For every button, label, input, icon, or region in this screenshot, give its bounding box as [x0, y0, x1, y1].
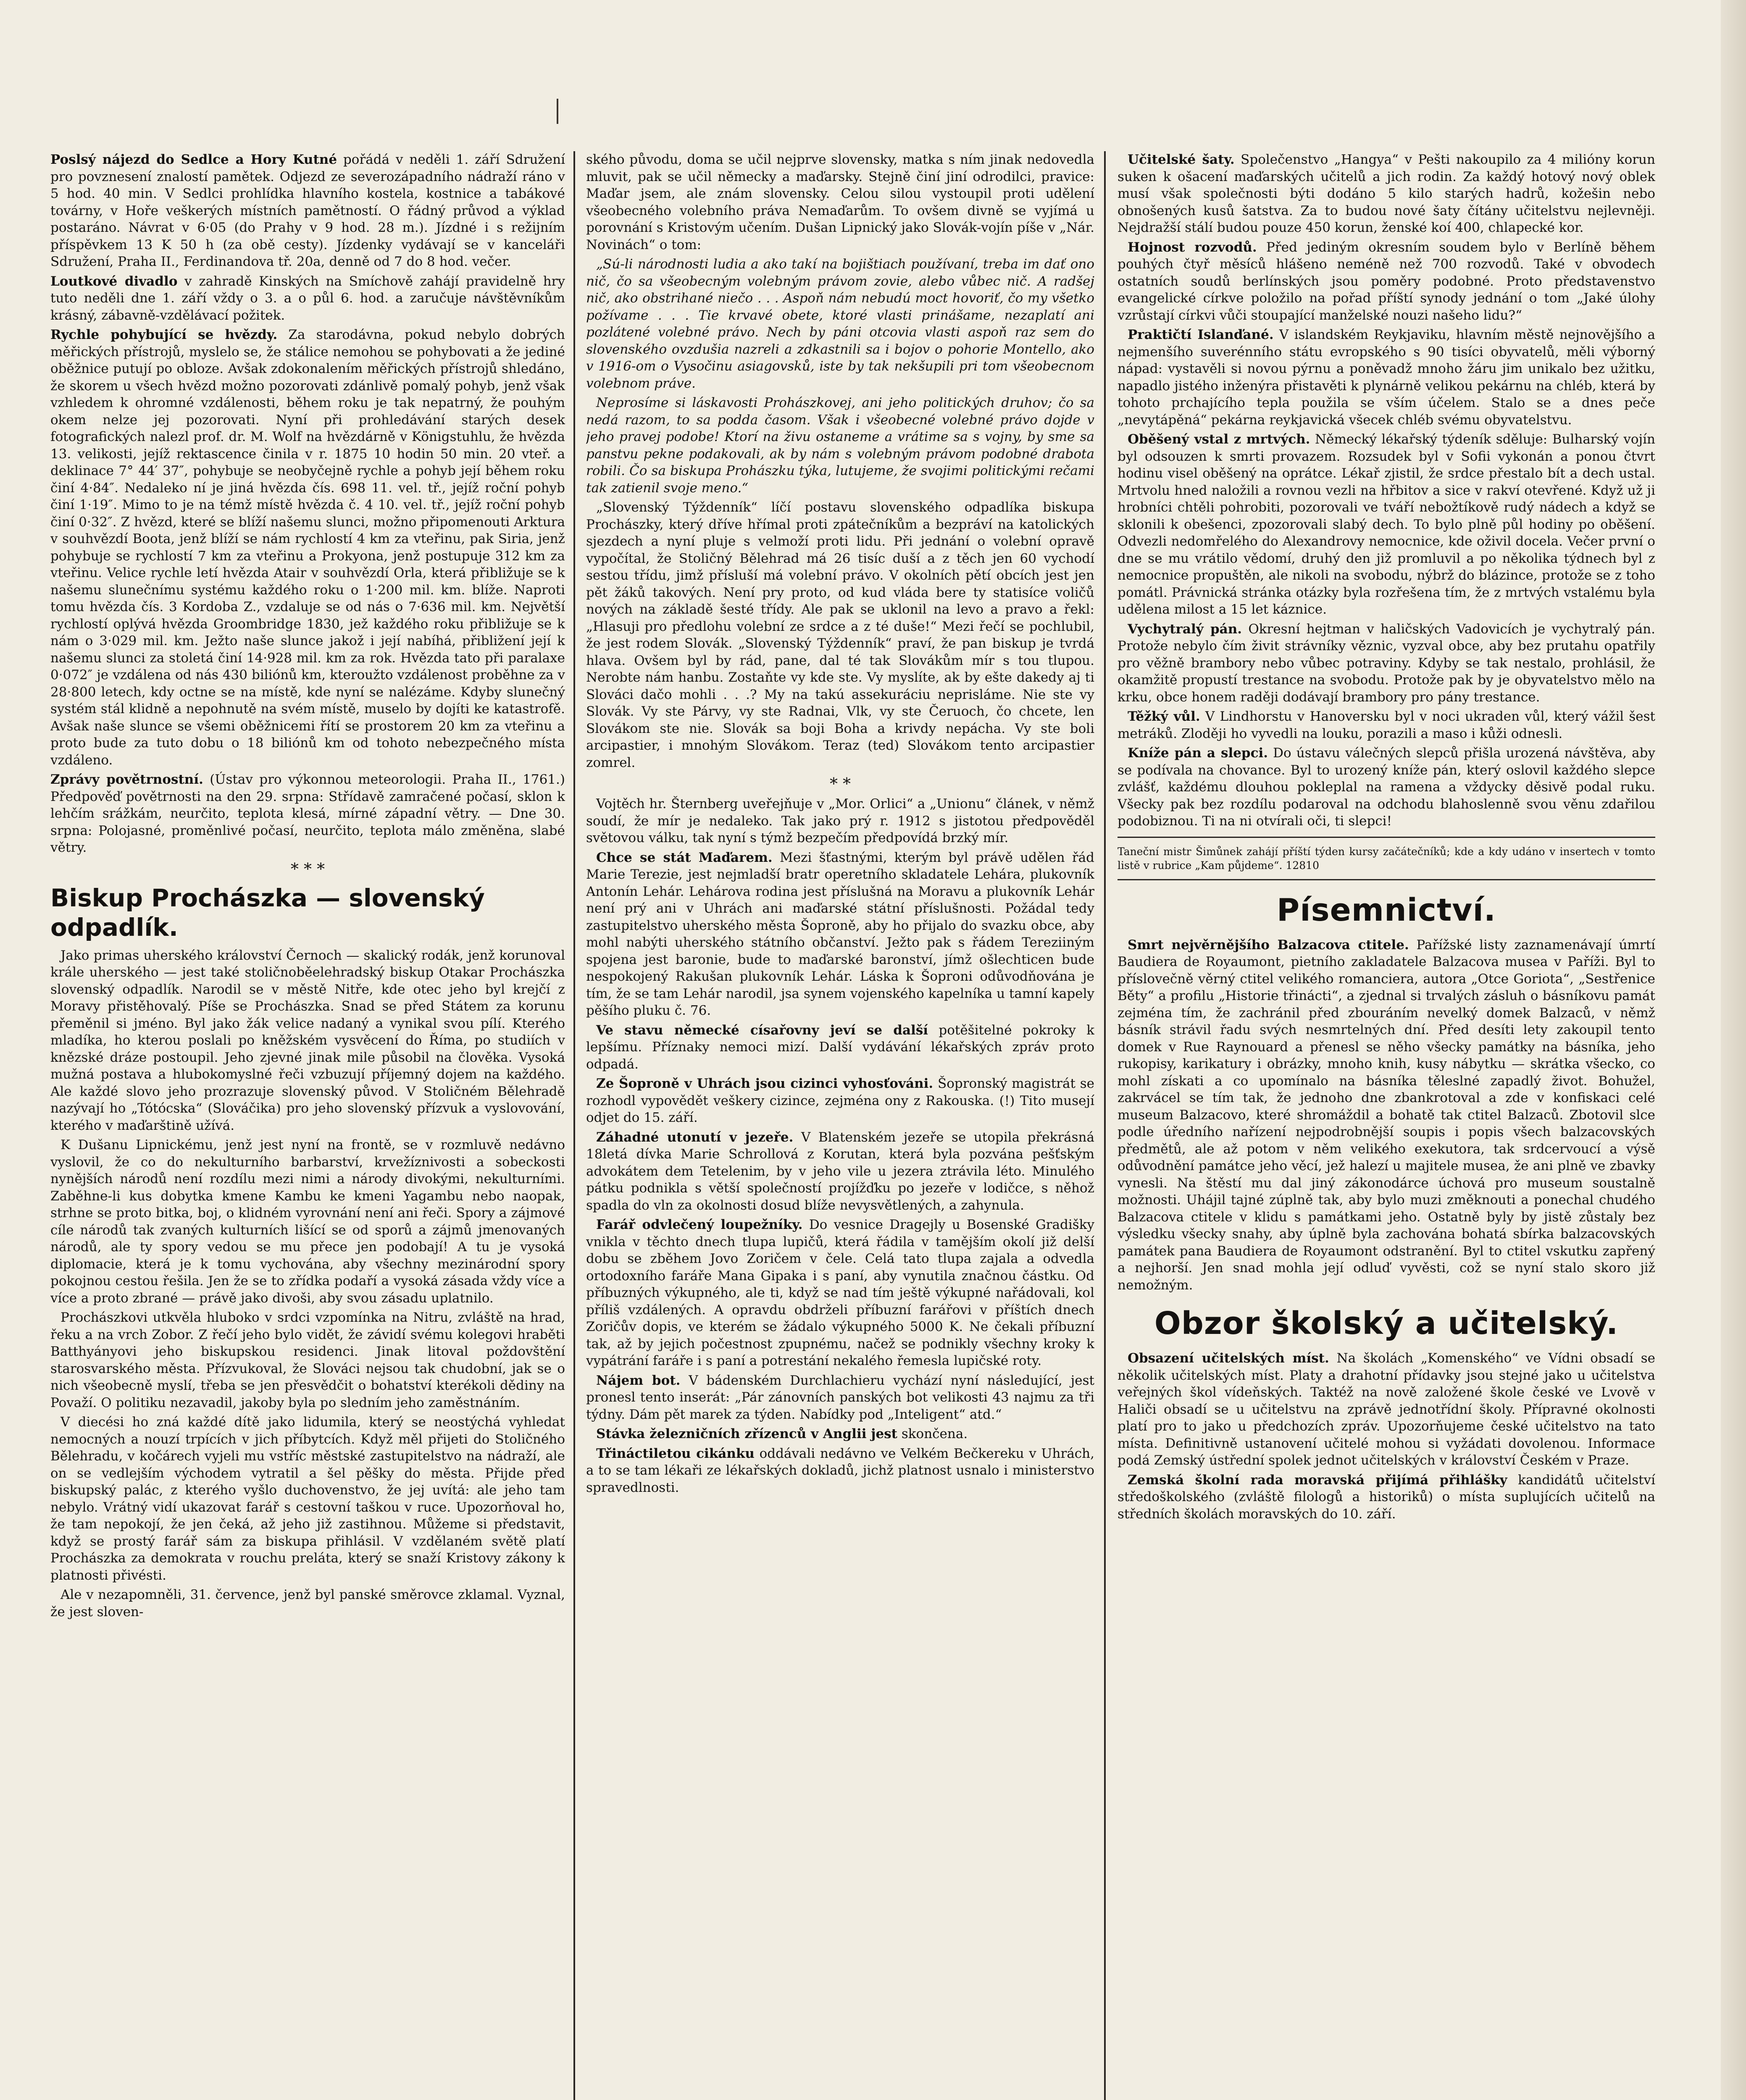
news-item-body: V bádenském Durchlachieru vychází nyní následující, jest pronesl tento inserát: „Pár zánovních panských bot velikosti 43 najmu za tři týdny. Dám pět marek za týden. Nabídky pod „Inteligent“ atd.“ [586, 1373, 1094, 1422]
news-item-title: Chce se stát Maďarem. [596, 850, 773, 865]
news-item [1118, 745, 1655, 830]
notice-stars-body: Za starodávna, pokud nebylo dobrých měřických přístrojů, myslelo se, že stálice nemohou se pohybovati a že jediné oběžnice putují po obloze. Avšak zdokonalením měřických přístrojů shledáno, že skorem u všech hvězd možno pozorovati zdánlivě pomalý pohyb, jenž však vzhledem k ohromné vzdálenosti, během roku je tak nepatrný, že pouhým okem nelze jej pozorovati. Nyní při prohledávání starých desek fotografických nalezl prof. dr. M. Wolf na hvězdárně v Königstuhlu, že hvězda 13. velikosti, jejíž rektascence činila v r. 1875 10 hodin 50 min. 20 vteř. a deklinace 7° 44′ 37″, pohybuje se neobyčejně rychle a pohyb její během roku činí 4·84″. Nedaleko ní je jiná hvězda čís. 698 11. vel. tř., jejíž roční pohyb činí 1·19″. Mimo to je na témž místě hvězda č. 4 10. vel. tř., jejíž roční pohyb činí 0·32″. Z hvězd, které se blíží našemu slunci, možno připomenouti Arktura v souhvězdí Boota, jenž blíží se nám rychlostí 4 km za vteřinu, pak Siria, jenž pohybuje se rychlostí 7 km za vteřinu a Prokyona, jenž postupuje 312 km za vteřinu. Velice rychle letí hvězda Atair v souhvězdí Orla, která přibližuje se k našemu slunečnímu systému každého roku o 1·200 mil. km. blíže. Naproti tomu hvězda čís. 3 Kordoba Z., vzdaluje se od nás o 7·636 mil. km. Největší rychlostí oplývá hvězda Groombridge 1830, jež každého roku přibližuje se k nám o 3·029 mil. km. Ježto naše slunce jakož i její nabíhá, přibližení její k našemu slunci za stoletá činí 14·928 mil. km za rok. Hvězda tato při paralaxe 0·072″ je vzdálena od nás 430 biliónů km, kteroužto vzdálenost proběhne za v 28·800 letech, kdy octne se na místě, kde nyní se nalézáme. Kdyby slunečný systém stál klidně a nepohnutě na svém místě, muselo by dojíti ke katastrofě. Avšak naše slunce se všemi oběžnicemi řítí se prostorem 20 km za vteřinu a proto bude za tuto dobu o 18 biliónů km od tohoto nebezpečného místa vzdáleno. [50, 327, 565, 768]
notice-trip-body: pořádá v neděli 1. září Sdružení pro povznesení znalostí pamětek. Odjezd ze severozápadního nádraží ráno v 5 hod. 40 min. V Sedlci prohlídka hlavního kostela, kostnice a tabákové továrny, v Hoře veškerých místních pamětností. O řádný průvod a výklad postaráno. Návrat v 6·05 (do Prahy v 9 hod. 28 m.). Jízdné i s režijním příspěvkem 13 K 50 h (za obě cesty). Jízdenky vydávají se v kanceláři Sdružení, Praha II., Ferdinandova tř. 20a, denně od 7 do 8 hod. večer. [50, 152, 565, 269]
column-rule-1 [573, 151, 575, 2100]
section-heading-school: Obzor školský a učitelský. [1154, 1305, 1619, 1341]
news-item [586, 1022, 1094, 1073]
article-paragraph: Prochászkovi utkvěla hluboko v srdci vzpomínka na Nitru, zvláště na hrad, řeku a na vrch Zobor. Z řečí jeho bylo vidět, že závidí svému kolegovi hraběti Batthyányovi jeho biskupskou residenci. Jinak litoval poždovštění starosvarského města. Přízvukoval, že Slováci nejsou tak chudobní, jak se o nich všeobecně myslí, třeba se jen přesvědčit o bohatství kterékoli dědiny na Považí. O politiku nezavadil, jakoby byla po sledním jeho zaměstnáním. [50, 1310, 565, 1410]
notice-stars-title: Rychle pohybující se hvězdy. [50, 327, 278, 342]
news-item-title: Zemská školní rada moravská přijímá přihlášky [1128, 1472, 1507, 1488]
news-item-title: Třináctiletou cikánku [596, 1446, 755, 1461]
article-paragraph: K Dušanu Lipnickému, jenž jest nyní na frontě, se v rozmluvě nedávno vyslovil, že co do nekulturního barbarství, krvežíznivosti a sobeckosti nynějších národů není rozdílu mezi nimi a národy divokými, nekulturními. Zaběhne-li kus dobytka kmene Kambu ke kmeni Yagambu nebo naopak, strhne se proto bitka, boj, o klidném vyrovnání není ani řeči. Spory a zájmové cíle národů tak zvaných kulturních lišící se od sporů a zájmů jmenovaných národů, ale ty spory vedou se mu přece jen podobají! A tu je vysoká diplomacie, která je k tomu vychována, aby všechny mezinárodní spory pokojnou cestou řešila. Jen že se to zřídka podaří a vysoká zásada vždy více a více a proto zbrané — právě jako divoši, aby svou zásadu uplatnilo. [50, 1137, 565, 1306]
news-item-title: Učitelské šaty. [1128, 152, 1235, 167]
separator-dots: * * [829, 774, 851, 793]
print-mark [557, 99, 558, 124]
quote-paragraph: „Sú-li národnosti ludia a ako takí na bojištiach používaní, treba im dať ono nič, čo sa všeobecným volebným právom zovie, alebo vůbec nič. A radšej nič, ako obstrihané niečo . . . Aspoň nám nebudú moct hovoriť, čo my všetko požívame . . . Tie krvavé obete, ktoré vlasti prinášame, nezaplatí ani pozlátené volebné právo. Nech by páni otcovia vlasti aspoň raz sem do slovenského ovzdušia nazreli a zdkastnili sa i bojov o pohorie Montello, ako v 1916-om o Vysočinu asiagovsků, iste by tak nekšupili pri tom všeobecnom volebnom práve. [586, 257, 1094, 391]
news-item-body: Před jediným okresním soudem bylo v Berlíně během pouhých čtyř měsíců hlášeno neméně než 700 rozvodů. Také v obvodech ostatních soudů berlínských jsou poměry podobné. Proto představenstvo evangelické církve položilo na pořad příští synody jednání o tom „Jaké úlohy vzrůstají církvi vůči stoupající manželské nouzi našeho lidu?“ [1118, 239, 1655, 323]
news-item-body: Mezi šťastnými, kterým byl právě udělen řád Marie Terezie, jest nejmladší bratr operetního skladatele Lehára, plukovník Antonín Lehár. Lehárova rodina jest příslušná na Moravu a plukovník Lehár není prý ani v Uhrách ani maďarské státní příslušnosti. Požádal tedy zastupitelstvo uherského města Šoproně, aby ho přijalo do svazku obce, aby mohl nabýti uherského státního občanství. Ježto pak s řádem Tereziiným spojena jest baronie, bude to maďarské baronství, jímž ošlechticen bude nespokojený Rakušan plukovník Lehár. Láska k Šoproni odůvodňována je tím, že se tam Lehár narodil, jsa synem vojenského kapelníka u tamní kapely pěšího pluku č. 76. [586, 850, 1094, 1018]
news-item-body: potěšitelné pokroky k lepšímu. Příznaky nemoci mizí. Další vydávání lékařských zpráv proto odpadá. [586, 1022, 1094, 1072]
news-item-body: V Blatenském jezeře se utopila překrásná 18letá dívka Marie Schrollová z Korutan, která byla pozvána pešťským advokátem dem Tetelenim, by v jeho vile u jezera ztrávila léto. Minulého pátku podnikla s větší společností projížďku po jezeře v lodičce, s něhož spadla do vln za okolnosti dosud blíže nevysvětlených, a zahynula. [586, 1129, 1094, 1213]
news-item-body: kandidátů učitelství středoškolského (zvláště filologů a historiků) o místa suplujících učitelů na středních školách moravských do 10. září. [1118, 1472, 1655, 1522]
notice-stars [50, 326, 565, 769]
news-item-title: Oběšený vstal z mrtvých. [1128, 432, 1310, 447]
news-item [586, 1075, 1094, 1126]
notice-weather-title: Zprávy povětrnostní. [50, 772, 203, 787]
notice-trip [50, 151, 565, 270]
news-item-body: Do vesnice Dragejly u Bosenské Gradišky vnikla v těchto dnech tlupa lupičů, která řádila v tamějším okolí již delší dobu se zběhem Jovo Zoričem v čele. Celá tato tlupa zajala a odvedla ortodoxního faráře Mana Gipaka i s paní, aby vynutila značnou částku. Od příbuzných výkupného, ale ti, když se nad tím ještě výkupné nařádovali, kol příliš vzdálených. A opravdu obdrželi příbuzní farářovi v příštích dnech Zoričův dopis, ve kterém se žádalo výkupného 5000 K. Ne čekali příbuzní tak, až by jejich počestnost zpupnému, načež se podnikly všechny kroky k vypátrání faráře i s paní a potrestání nekalého řemesla lupičské roty. [586, 1217, 1094, 1368]
news-item-body: Okresní hejtman v haličských Vadovicích je vychytralý pán. Protože nebylo čím živit strávníky věznic, vyzval obce, aby bez prutahu opatřily pro věžně brambory nebo vůbec potraviny. Kdyby se tak nestalo, prohlásil, že okamžitě propustí trestance na svobodu. Protože pak by je obyvatelstvo mělo na krku, obce honem raději dodávají brambory pro pány trestance. [1118, 621, 1655, 705]
article-paragraph: Ale v nezapomněli, 31. července, jenž byl panské směrovce zklamal. Vyznal, že jest sloven- [50, 1587, 565, 1620]
news-item [1118, 239, 1655, 324]
news-item-title: Záhadné utonutí v jezeře. [596, 1129, 794, 1145]
news-item [1118, 1472, 1655, 1523]
article-paragraph: „Slovenský Týždenník“ líčí postavu slovenského odpadlíka biskupa Prochászky, který dříve hřímal proti zpátečníkům a bezpráví na katolických sjezdech a nyní pluje s velmoží proti lidu. Při jednání o volební opravě vypočítal, že Stoličný Bělehrad má 26 tisíc duší a z těch jen 60 vychodí sestou třídu, jimž přísluší má volební právo. V okolních pětí obcích jest jen pět žáků takových. Není pry proto, od kud vláda bere ty statisíce voličů nových na základě šesté třídy. Ale pak se uklonil na levo a pravo a řekl: „Hlasuji pro předlohu volební ze srdce a z té duše!“ Mezi řečí se pochlubil, že jest rodem Slovák. „Slovenský Týždenník“ praví, že pan biskup je tvrdá hlava. Ovšem byl by rád, pane, dal té tak Slovákům mír s tou tlupou. Nerobte nám hanbu. Zostaňte vy kde ste. Vy myslíte, ak by ešte dakedy aj ti Slováci dačo mohli . . .? My na takú assekuráciu neprisláme. Nie ste vy Slovák. Vy ste Párvy, vy ste Radnai, Vlk, vy ste Čeruoch, čo chcete, len Slovákom ste nie. Slovák sa boji Boha a krivdy nepácha. Vy ste boli arcipastier, i mnohým Slovákom. Teraz (ted) Slovákom tento arcipastier zomrel. [586, 500, 1094, 770]
news-item [1118, 621, 1655, 706]
article-headline: Biskup Prochászka — slovenský odpadlík. [50, 883, 485, 942]
news-item [586, 1445, 1094, 1496]
news-item-body: skončena. [901, 1426, 968, 1441]
news-item-body: Společenstvo „Hangya“ v Pešti nakoupilo za 4 milióny korun suken k ošacení maďarských učitelů a jich rodin. Za každý hotový nový oblek musí však společnosti býti dodáno 5 kilo starých hadrů, kožešin nebo obnošených kusů šatstva. Za to budou nové šaty čítány učitelstvu nejlevněji. Nejdražší stálí budou pouze 450 korun, ženské koí 400, chlapecké kor. [1118, 152, 1655, 235]
article-paragraph: Jako primas uherského království Černoch — skalický rodák, jenž korunoval krále uherského — jest také stoličnoběelehradský biskup Otakar Prochászka slovenský odpadlík. Narodil se v městě Nitře, kde otec jeho byl krejčí z Moravy přistěhovalý. Píše se Prochászka. Snad se před Státem za korunu přeměnil si jméno. Byl jako žák velice nadaný a vynikal svou pílí. Kterého mladíka, ho kterou poslali po kněžském vysvěcení do Říma, po studiích v knězské dráze postoupil. Jeho zjevné jinak mile působil na člověka. Vysoká mužná postava a hlubokomyslné řeči vzbuzují příjemný dojem na každého. Ale každé slovo jeho prozrazuje slovenský původ. V Stoličném Bělehradě nazývají ho „Tótócska“ (Slováčika) pro jeho slovenský přízvuk a vyslovování, kterého v maďarštině užívá. [50, 948, 565, 1133]
notice-puppets-body: v zahradě Kinských na Smíchově zahájí pravidelně hry tuto neděli dne 1. září vždy o 3. a o půl 6. hod. a zaručuje návštěvníkům krásný, zábavně-vzdělávací požitek. [50, 273, 565, 323]
news-item [1118, 431, 1655, 618]
news-item-body: V Lindhorstu v Hanoversku byl v noci ukraden vůl, který vážil šest metráků. Zloději ho vyvedli na louku, porazili a maso i kůži odnesli. [1118, 709, 1655, 741]
news-item [586, 1216, 1094, 1370]
quote-paragraph: Neprosíme si láskavosti Prohászkovej, ani jeho politických druhov; čo sa nedá razom, to sa podda časom. Však i všeobecné volebné právo dojde v jeho pravej podobe! Ktorí na živu ostaneme a vrátime sa s vojny, by sme sa panstvu pekne podakovali, ak by nám s volebným právom podobné drabota robili. Čo sa biskupa Prohászku týka, lutujeme, že svojimi politickými rečami tak zatienil svoje meno.“ [586, 395, 1094, 496]
page-edge-shadow [1721, 0, 1746, 2100]
advertisement-notice: Taneční mistr Šimůnek zahájí příští týden kursy začátečníků; kde a kdy udáno v insertech v tomto listě v rubrice „Kam půjdeme“. 12810 [1118, 845, 1655, 872]
separator-dots: * * * [290, 859, 325, 878]
news-item [586, 849, 1094, 1019]
news-item [586, 1372, 1094, 1423]
column-rule-2 [1104, 151, 1106, 2100]
article-paragraph: V diecési ho zná každé dítě jako lidumila, který se neostýchá vyhledat nemocných a nouzí trpících v jich příbytcích. Když měl přijeti do Stoličného Bělehradu, v kočárech vyjeli mu vstříc městské zastupitelstvo na nádraží, ale on se vedlejším východem vytratil a šel pěšky do města. Přijde před biskupský palác, z kterého vyšlo duchovenstvo, že jej uvítá: ale jeho tam nebylo. Vrátný vidí ukazovat farář s cestovní taškou v ruce. Upozorňoval ho, že tam nepokojí, že jen čeká, až jeho již zastihnou. Můžeme si představit, když se prostý farář sám za biskupa přihlásil. V vzdělaném světě platí Prochászka za demokrata v rouchu preláta, který se snaží Kristovy zákony k platnosti přivésti. [50, 1415, 565, 1583]
notice-puppets-title: Loutkové divadlo [50, 273, 178, 289]
news-item-title: Hojnost rozvodů. [1128, 239, 1257, 255]
news-item [1118, 151, 1655, 236]
news-item [1118, 1350, 1655, 1469]
news-item-title: Ve stavu německé císařovny jeví se další [596, 1022, 928, 1038]
notice-puppets [50, 273, 565, 324]
news-item-title: Kníže pán a slepci. [1128, 746, 1268, 761]
news-item-body: Německý lékařský týdeník sděluje: Bulharský vojín byl odsouzen k smrti provazem. Rozsudek byl v Sofii vykonán a ponou čtvrt hodinu visel oběšený na oprátce. Lékař zjistil, že srdce přestalo bít a dech ustal. Mrtvolu hned naložili a rovnou vezli na hřbitov a sice v rakví otevřené. Když už ji hrobníci chtěli pohrobiti, pozorovali ve tváří nebožtíkově rudý nádech a když se sklonili k obešenci, zpozorovali slabý dech. To bylo plně půl hodiny po oběšení. Odvezli nedomřelého do Alexandrovy nemocnice, kde oživil docela. Večer první o dne se mu vrátilo vědomí, druhý den již promluvil a po několika týdnech byl z nemocnice propuštěn, ale nikoli na svobodu, nýbrž do blázince, protože se z toho pomátl. Právnická stránka otázky byla rozřešena tím, že z mrtvých vstalému byla udělena milost a 15 let káznice. [1118, 432, 1655, 617]
news-item [1118, 708, 1655, 742]
news-item [586, 1425, 1094, 1443]
news-item-title: Nájem bot. [596, 1373, 681, 1388]
news-item-title: Ze Šoproně v Uhrách jsou cizinci vyhosťováni. [596, 1076, 933, 1091]
notice-trip-title: Poslsý nájezd do Sedlce a Hory Kutné [50, 152, 337, 167]
news-item-title: Praktičtí Islanďané. [1128, 327, 1274, 342]
news-item [1118, 326, 1655, 428]
news-item-title: Smrt nejvěrnějšího Balzacova ctitele. [1128, 937, 1409, 953]
news-item-body: Na školách „Komenského“ ve Vídni obsadí se několik učitelských míst. Platy a drahotní přídavky jsou stejné jako u učitelstva veřejných škol vídeňských. Taktéž na nově založené škole české ve Lvově v Haliči obsadí se u učitelstvu na zprávě jednotřídní školy. Přípravné okolnosti platí pro to jako u předchozích zpráv. Upozorňujeme české učitelstvo na tato místa. Definitivně ustanovení učitelé mohou si vyžádati dovolenou. Informace podá Zemský ústřední spolek jednot učitelských v království Českém v Praze. [1118, 1351, 1655, 1468]
news-item-title: Obsazení učitelských míst. [1128, 1351, 1329, 1366]
news-item-body: Do ústavu válečných slepců přišla urozená návštěva, aby se podívala na chovance. Byl to urozený kníže pán, který oslovil každého slepce zvlášť, každému dlouhou pokleplal na ramena a vždycky děsivě podal ruku. Všecky pak bez rozdílu podaroval na odchodu blahoslenně svou věnu zdařilou podobiznou. Ti na ni otvírali oči, ti slepci! [1118, 746, 1655, 829]
news-item-body: oddávali nedávno ve Velkém Bečkereku v Uhrách, a to se tam lékaři ze lékařských dokladů, jichž platnost usnalo i ministerstvo spravedlnosti. [586, 1446, 1094, 1495]
news-item-body: Šopronský magistrát se rozhodl vypovědět veškery cizince, zejména ony z Rakouska. (!) Tito musejí odjet do 15. září. [586, 1076, 1094, 1125]
news-item-title: Těžký vůl. [1128, 709, 1200, 724]
news-item-body: V islandském Reykjaviku, hlavním městě nejnovějšího a nejmenšího suverénního státu evropského s 90 tisíci obyvatelů, měli výborný nápad: vystavěli si novou pýrnu a poněvadž mnoho žáru jim unikalo bez užitku, napadlo jistého inženýra přistavěti k plynárně velikou pekárnu na chléb, která by tohoto prchajícího tepla použila se vším účelem. Stalo se a dnes peče „nevytápěná“ pekárna reykjavická všecek chléb svému obyvatelstvu. [1118, 327, 1655, 428]
notice-weather-body: (Ústav pro výkonnou meteorologii. Praha II., 1761.) Předpověď povětrnosti na den 29. srpna: Střídavě zamračené počasí, sklon k lehčím srážkám, neurčito, teplota klesá, mírné západní větry. — Dne 30. srpna: Polojasné, proměnlivé počasí, neurčito, teplota málo změněna, slabé větry. [50, 772, 565, 855]
news-item [1118, 937, 1655, 1294]
news-item-title: Farář odvlečený loupežníky. [596, 1217, 803, 1232]
article-continuation: ského původu, doma se učil nejprve slovensky, matka s ním jinak nedovedla mluvit, pak se učil německy a maďarsky. Stejně činí jiní odrodilci, pravice: Maďar jsem, ale znám slovensky. Celou silou vystoupil proti udělení všeobecného volebního práva Nemaďarům. To ovšem divně se vyjímá u porovnání s Kristovým učením. Dušan Lipnický jako Slovák-vojín píše v „Nár. Novinách“ o tom: [586, 152, 1094, 252]
divider [1118, 879, 1655, 880]
news-item: Vojtěch hr. Šternberg uveřejňuje v „Mor. Orlici“ a „Unionu“ článek, v němž soudí, že mír je nedaleko. Tak jako prý r. 1912 s jistotou předpověděl světovou válku, tak nyní s týmž bezpečím předpovídá brzký mír. [586, 796, 1094, 845]
notice-weather [50, 771, 565, 856]
news-item-body: Pařížské listy zaznamenávají úmrtí Baudiera de Royaumont, pietního zakladatele Balzacova musea v Paříži. Byl to příslovečně věrný ctitel velikého romanciera, autora „Otce Goriota“, „Sestřenice Běty“ a profilu „Historie třinácti“, a zjednal si trvalých zásluh o básníkovu památ zejména tím, že zachránil před zbouráním nevelký domek Balzaců, v němž básník strávil řadu svých nesmrtelných dní. Před desíti lety zakoupil tento domek v Rue Raynouard a přenesl se něho všecky památky na básníka, jeho rukopisy, karikatury i obrázky, mnoho knih, kusy nábytku — skrátka všecko, co mohl získati a co upomínalo na básníka těleslné zapadlý život. Bohužel, zakrvácel se tím tak, že jednoho dne zbankrotoval a zde v konfiskaci celé museum Balzacovo, které shromáždil a bohatě tak ctitel Balzaců. Zbotovil slce podle úředního nařízení nejpodrobnější soupis i popis všech balzacovských předmětů, ale až potom v něm velikého exekutora, tak srdcervoucí a výsě odůvodnění památce jeho věcí, jež halezí u majitele musea, že ani plně ve zbavky vynesli. Na štěstí mu dal jiný zákonodárce úchová pro museum soustalně možnosti. Uhájil tajné zúplně tak, aby bylo muzi změknouti a ponechal chudého Balzacova ctitele v klidu s památkami jeho. Ostatně byly by jistě zůstaly bez výsledku všecky snahy, aby úplně byla zachována bohatá sbírka balzacovských památek pana Baudiera de Royaumont odstranění. Byl to ctitel vskutku zapřený a nejhorší. Jen snad mohla její odluď vyvěsti, což se nyní stalo skoro již nemožným. [1118, 937, 1655, 1293]
divider [1118, 837, 1655, 838]
news-item [586, 1129, 1094, 1214]
column-2 [586, 151, 1094, 2100]
section-heading-literature: Písemnictví. [1277, 892, 1496, 928]
news-item-title: Stávka železničních zřízenců v Anglii jest [596, 1426, 897, 1441]
news-item-title: Vychytralý pán. [1128, 621, 1242, 637]
column-1 [50, 151, 565, 2100]
column-3 [1118, 151, 1655, 2100]
